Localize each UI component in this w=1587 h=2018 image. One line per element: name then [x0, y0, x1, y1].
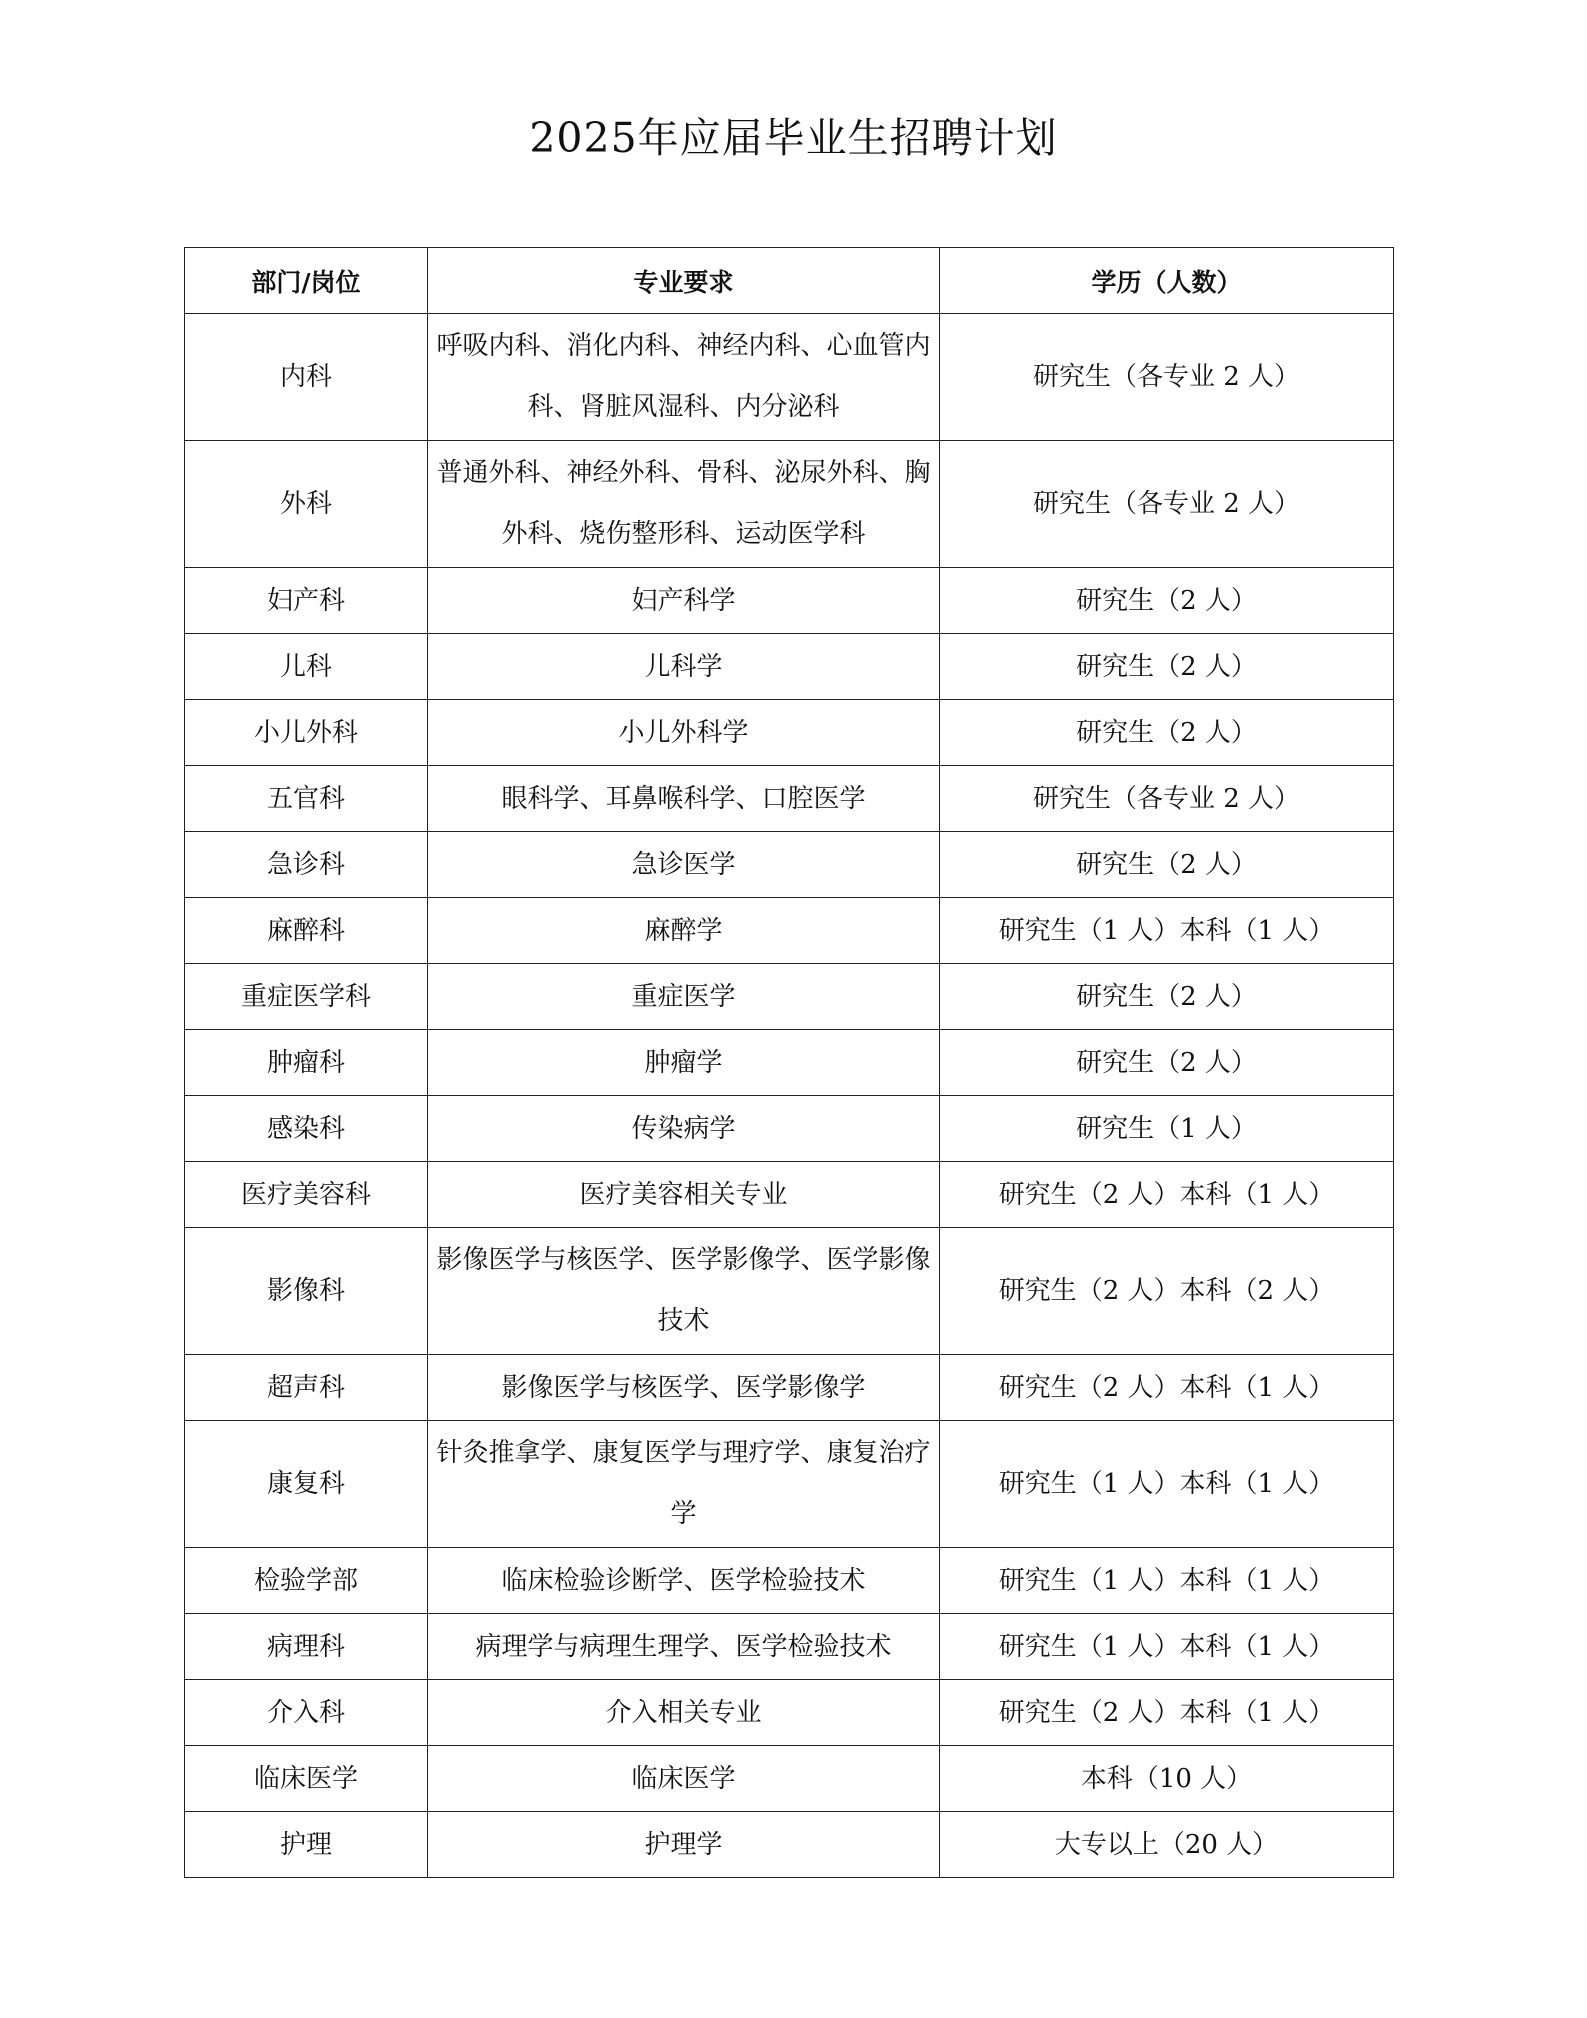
table-row [185, 964, 1394, 1030]
table-row [185, 634, 1394, 700]
dept-cell: 麻醉科 [185, 898, 428, 964]
major-cell: 眼科学、耳鼻喉科学、口腔医学 [428, 766, 940, 832]
dept-cell: 临床医学 [185, 1746, 428, 1812]
education-cell: 研究生（1 人）本科（1 人） [940, 1548, 1394, 1614]
major-cell: 传染病学 [428, 1096, 940, 1162]
education-cell: 研究生（2 人） [940, 964, 1394, 1030]
education-cell: 大专以上（20 人） [940, 1812, 1394, 1878]
education-cell: 研究生（2 人）本科（1 人） [940, 1680, 1394, 1746]
table-row [185, 1614, 1394, 1680]
education-cell: 研究生（各专业 2 人） [940, 314, 1394, 441]
table-row [185, 1746, 1394, 1812]
education-cell: 研究生（2 人）本科（2 人） [940, 1228, 1394, 1355]
education-cell: 研究生（1 人）本科（1 人） [940, 1614, 1394, 1680]
table-row [185, 1812, 1394, 1878]
major-cell: 影像医学与核医学、医学影像学、医学影像技术 [428, 1228, 940, 1355]
education-cell: 研究生（各专业 2 人） [940, 441, 1394, 568]
dept-cell: 康复科 [185, 1421, 428, 1548]
education-cell: 研究生（2 人） [940, 634, 1394, 700]
education-cell: 研究生（各专业 2 人） [940, 766, 1394, 832]
education-cell: 本科（10 人） [940, 1746, 1394, 1812]
education-cell: 研究生（2 人）本科（1 人） [940, 1162, 1394, 1228]
header-education: 学历（人数） [940, 248, 1394, 314]
table-row [185, 568, 1394, 634]
education-cell: 研究生（2 人）本科（1 人） [940, 1355, 1394, 1421]
dept-cell: 内科 [185, 314, 428, 441]
major-cell: 妇产科学 [428, 568, 940, 634]
dept-cell: 肿瘤科 [185, 1030, 428, 1096]
dept-cell: 外科 [185, 441, 428, 568]
major-cell: 护理学 [428, 1812, 940, 1878]
table-row [185, 1162, 1394, 1228]
table-row [185, 314, 1394, 441]
major-cell: 肿瘤学 [428, 1030, 940, 1096]
major-cell: 临床检验诊断学、医学检验技术 [428, 1548, 940, 1614]
major-cell: 影像医学与核医学、医学影像学 [428, 1355, 940, 1421]
table-row [185, 1096, 1394, 1162]
table-row [185, 700, 1394, 766]
table-row [185, 1355, 1394, 1421]
recruitment-table [184, 247, 1394, 1878]
major-cell: 病理学与病理生理学、医学检验技术 [428, 1614, 940, 1680]
table-row [185, 1030, 1394, 1096]
education-cell: 研究生（2 人） [940, 568, 1394, 634]
major-cell: 重症医学 [428, 964, 940, 1030]
education-cell: 研究生（1 人） [940, 1096, 1394, 1162]
education-cell: 研究生（1 人）本科（1 人） [940, 898, 1394, 964]
education-cell: 研究生（1 人）本科（1 人） [940, 1421, 1394, 1548]
dept-cell: 感染科 [185, 1096, 428, 1162]
table-row [185, 832, 1394, 898]
dept-cell: 妇产科 [185, 568, 428, 634]
table-row [185, 1680, 1394, 1746]
table-row [185, 898, 1394, 964]
header-row [185, 248, 1394, 314]
education-cell: 研究生（2 人） [940, 832, 1394, 898]
page-title: 2025年应届毕业生招聘计划 [529, 114, 1058, 162]
major-cell: 针灸推拿学、康复医学与理疗学、康复治疗学 [428, 1421, 940, 1548]
major-cell: 介入相关专业 [428, 1680, 940, 1746]
dept-cell: 小儿外科 [185, 700, 428, 766]
dept-cell: 五官科 [185, 766, 428, 832]
major-cell: 临床医学 [428, 1746, 940, 1812]
table-row [185, 441, 1394, 568]
major-cell: 小儿外科学 [428, 700, 940, 766]
dept-cell: 儿科 [185, 634, 428, 700]
dept-cell: 重症医学科 [185, 964, 428, 1030]
major-cell: 普通外科、神经外科、骨科、泌尿外科、胸外科、烧伤整形科、运动医学科 [428, 441, 940, 568]
education-cell: 研究生（2 人） [940, 1030, 1394, 1096]
major-cell: 呼吸内科、消化内科、神经内科、心血管内科、肾脏风湿科、内分泌科 [428, 314, 940, 441]
header-major: 专业要求 [428, 248, 940, 314]
major-cell: 急诊医学 [428, 832, 940, 898]
dept-cell: 病理科 [185, 1614, 428, 1680]
table-row [185, 1548, 1394, 1614]
dept-cell: 护理 [185, 1812, 428, 1878]
header-dept: 部门/岗位 [185, 248, 428, 314]
education-cell: 研究生（2 人） [940, 700, 1394, 766]
dept-cell: 医疗美容科 [185, 1162, 428, 1228]
dept-cell: 介入科 [185, 1680, 428, 1746]
dept-cell: 急诊科 [185, 832, 428, 898]
major-cell: 儿科学 [428, 634, 940, 700]
dept-cell: 检验学部 [185, 1548, 428, 1614]
major-cell: 麻醉学 [428, 898, 940, 964]
table-row [185, 1421, 1394, 1548]
dept-cell: 影像科 [185, 1228, 428, 1355]
dept-cell: 超声科 [185, 1355, 428, 1421]
table-row [185, 766, 1394, 832]
table-row [185, 1228, 1394, 1355]
major-cell: 医疗美容相关专业 [428, 1162, 940, 1228]
